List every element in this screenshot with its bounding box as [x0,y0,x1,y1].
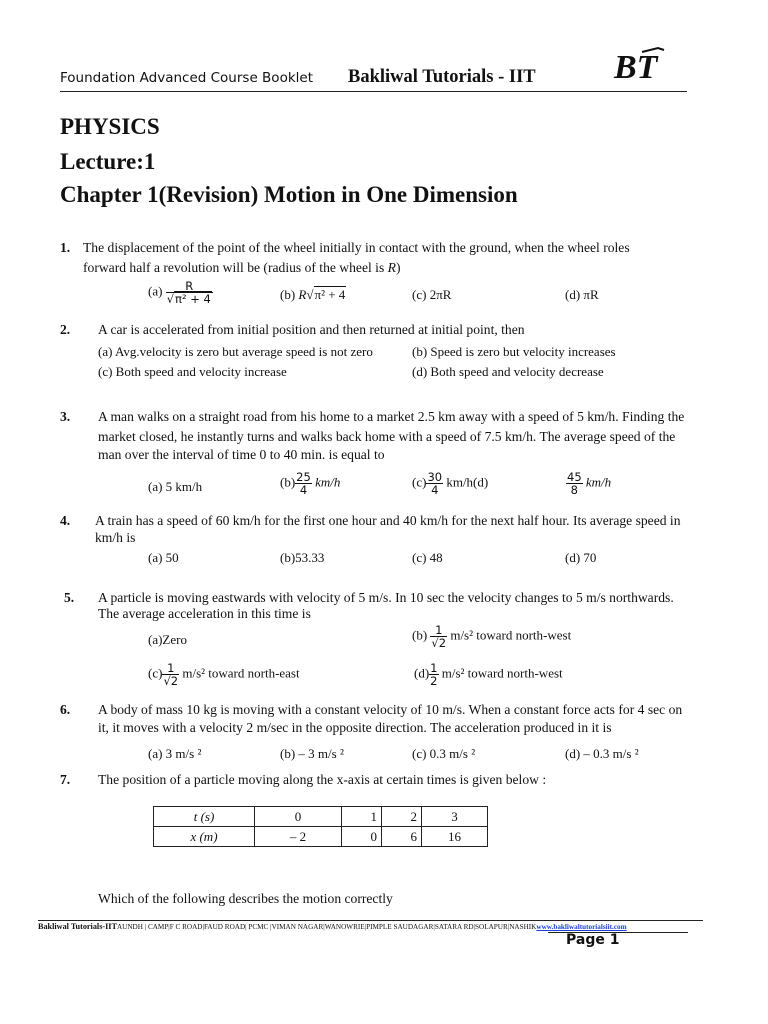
q5-text-line2: The average acceleration in this time is [98,606,311,621]
table-cell: 2 [382,807,422,827]
q4-text-line2: km/h is [95,530,136,545]
q6-text-line1: A body of mass 10 kg is moving with a constant velocity of 10 m/s. When a constant force acts for 4 sec on [98,702,683,717]
q5-number: 5. [64,590,75,605]
website-link[interactable]: www.bakliwaltutorialsiit.com [536,923,627,931]
table-cell: 0 [342,827,382,847]
svg-text:BT: BT [614,49,658,86]
footer-branches: Bakliwal Tutorials-IITAUNDH | CAMP|F C ROAD|FAUD ROAD| PCMC |VIMAN NAGAR|WANOWRIE|PIMPLE SAUDAGAR|SATARA RD|SOLAPUR|NASHIKwww.bakliwaltutorialsiit.com [38,922,627,931]
q2-number: 2. [60,322,71,337]
table-row [154,807,488,827]
booklet-title: Foundation Advanced Course Booklet [60,70,313,86]
q3-option-d: $\frac{45}{8}$ km/h [567,470,612,497]
header-rule [60,91,687,92]
q1-number: 1. [60,240,71,255]
q1-option-c: (c) 2πR [412,287,452,302]
position-time-table [153,806,488,847]
q5-option-c: (c) $\frac{1}{√2}$ m/s² toward north-east [148,661,300,688]
table-cell: 6 [382,827,422,847]
table-row [154,827,488,847]
chapter-title: Chapter 1(Revision) Motion in One Dimension [60,182,518,207]
q6-option-a: (a) 3 m/s ² [148,746,202,761]
q4-option-c: (c) 48 [412,550,443,565]
q2-option-b: (b) Speed is zero but velocity increases [412,344,616,359]
q3-option-a: (a) 5 km/h [148,479,203,494]
q1-text-line2: forward half a revolution will be (radius of the wheel is R) [83,260,401,275]
q4-text-line1: A train has a speed of 60 km/h for the first one hour and 40 km/h for the next half hour. Its average speed in [95,513,681,528]
page-number: Page 1 [566,932,620,948]
q3-text-line2: market closed, he instantly turns and walks back home with a speed of 7.5 km/h. The average speed of the [98,429,676,444]
q5-text-line1: A particle is moving eastwards with velocity of 5 m/s. In 10 sec the velocity changes to 5 m/s northwards. [98,590,674,605]
q1-option-b: (b) R√π² + 4 [280,287,346,302]
q2-text: A car is accelerated from initial position and then returned at initial point, then [98,322,525,337]
q3-option-b: (b) $\frac{25}{4}$ km/h [280,470,341,497]
q5-option-a: (a)Zero [148,632,187,647]
q3-text-line3: man over the interval of time 0 to 40 min. is equal to [98,447,385,462]
subject-title: PHYSICS [60,114,160,139]
q2-option-d: (d) Both speed and velocity decrease [412,364,604,379]
q6-text-line2: it, it moves with a velocity 2 m/sec in the opposite direction. The acceleration produced in it is [98,720,612,735]
q3-text-line1: A man walks on a straight road from his home to a market 2.5 km away with a speed of 5 km/h. Finding the [98,409,685,424]
table-cell: 16 [422,827,488,847]
q3-option-c: (c) $\frac{30}{4}$ km/h(d) [412,470,489,497]
q1-option-d: (d) πR [565,287,599,302]
q4-option-a: (a) 50 [148,550,179,565]
q4-number: 4. [60,513,71,528]
table-cell: 0 [255,807,342,827]
table-cell: 1 [342,807,382,827]
q7-followup: Which of the following describes the motion correctly [98,891,393,906]
q3-number: 3. [60,409,71,424]
institute-name: Bakliwal Tutorials - IIT [348,67,536,87]
table-cell: – 2 [255,827,342,847]
q6-number: 6. [60,702,71,717]
bt-logo [612,44,670,88]
footer-rule [38,920,703,921]
table-cell: t (s) [154,807,255,827]
table-cell: x (m) [154,827,255,847]
lecture-title: Lecture:1 [60,149,156,174]
q5-option-b: (b) $\frac{1}{√2}$ m/s² toward north-west [412,623,572,650]
q4-option-b: (b)53.33 [280,550,325,565]
table-cell: 3 [422,807,488,827]
q2-option-a: (a) Avg.velocity is zero but average speed is not zero [98,344,373,359]
q2-option-c: (c) Both speed and velocity increase [98,364,287,379]
q4-option-d: (d) 70 [565,550,597,565]
q1-option-a: (a) $\frac{R}{\text{√π² + 4}}$ [148,279,211,306]
q7-number: 7. [60,772,71,787]
q6-option-d: (d) – 0.3 m/s ² [565,746,639,761]
q6-option-b: (b) – 3 m/s ² [280,746,344,761]
q7-text: The position of a particle moving along the x-axis at certain times is given below : [98,772,547,787]
q1-text-line1: The displacement of the point of the wheel initially in contact with the ground, when the wheel roles [83,240,630,255]
q6-option-c: (c) 0.3 m/s ² [412,746,476,761]
q5-option-d: (d) $\frac{1}{2}$ m/s² toward north-west [414,661,563,688]
